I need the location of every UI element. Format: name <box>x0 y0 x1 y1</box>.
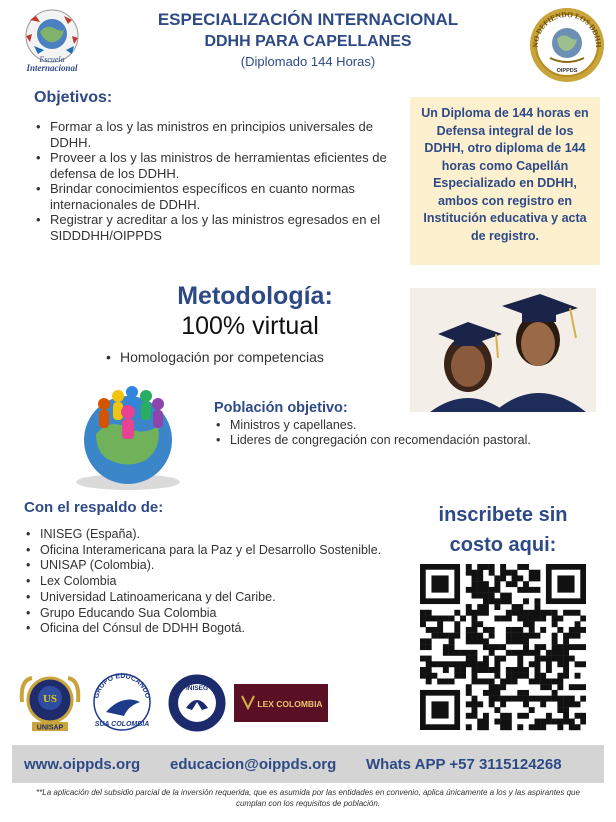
svg-text:SUA COLOMBIA: SUA COLOMBIA <box>94 721 150 728</box>
svg-text:LEX COLOMBIA: LEX COLOMBIA <box>257 699 323 709</box>
modality-text: 100% virtual <box>181 312 319 340</box>
iniseg-logo <box>166 672 228 734</box>
list-item: • Universidad Latinoamericana y del Caribe. <box>24 590 384 606</box>
list-item: • UNISAP (Colombia). <box>24 558 384 574</box>
svg-text:INISEG: INISEG <box>185 685 209 692</box>
list-item: • Oficina Interamericana para la Paz y el Desarrollo Sostenible. <box>24 543 384 559</box>
lex-colombia-logo <box>232 672 330 734</box>
poblacion-list <box>214 418 554 448</box>
oippds-seal-logo <box>528 6 606 84</box>
list-item: • Formar a los y las ministros en principios universales de DDHH. <box>34 119 404 150</box>
svg-text:Escuela: Escuela <box>39 55 65 64</box>
cta-line-1: inscribete sin <box>438 504 568 526</box>
svg-text:NO DEFIENDO LOS DDHH: NO DEFIENDO LOS DDHH <box>530 9 604 48</box>
subsidy-footnote: **La aplicación del subsidio parcial de la inversión requerida, que es asumida por las entidades en convenio, aplica únicamente a los y las aspirantes que cumplan con los requisitos de población. <box>36 788 580 808</box>
page-title: ESPECIALIZACIÓN INTERNACIONAL <box>157 10 459 29</box>
whatsapp-contact[interactable]: Whats APP +57 3115124268 <box>366 756 562 773</box>
diploma-callout: Un Diploma de 144 horas en Defensa integral de los DDHH, otro diploma de 144 horas como Capellán Especializado en DDHH, ambos con registro en Institución educativa y acta de registro. <box>410 97 600 265</box>
respaldo-list <box>24 527 384 637</box>
list-item: • Lideres de congregación con recomendación pastoral. <box>214 433 554 448</box>
svg-text:OIPPDS: OIPPDS <box>556 68 578 74</box>
svg-text:UNISAP: UNISAP <box>36 724 64 732</box>
unisap-logo <box>18 672 82 734</box>
people-on-globe-icon <box>66 374 192 492</box>
list-item: • Ministros y capellanes. <box>214 418 554 433</box>
email-link[interactable]: educacion@oippds.org <box>170 756 337 773</box>
svg-text:Internacional: Internacional <box>26 63 78 73</box>
cta-line-2: costo aqui: <box>449 534 557 556</box>
registration-qr-code[interactable] <box>420 564 586 732</box>
metodologia-list <box>104 349 404 365</box>
list-item: • Proveer a los y las ministros de herramientas eficientes de defensa de los DDHH. <box>34 150 404 181</box>
list-item: • Registrar y acreditar a los y las ministros egresados en el SIDDDHH/OIPPDS <box>34 212 404 243</box>
list-item: • Oficina del Cónsul de DDHH Bogotá. <box>24 621 384 637</box>
grupo-educando-logo <box>84 672 160 734</box>
list-item: • Brindar conocimientos específicos en cuanto normas internacionales de DDHH. <box>34 181 404 212</box>
website-link[interactable]: www.oippds.org <box>24 756 141 773</box>
hours-label: (Diplomado 144 Horas) <box>240 54 376 69</box>
respaldo-heading: Con el respaldo de: <box>24 499 164 516</box>
svg-text:US: US <box>42 693 58 705</box>
poblacion-heading: Población objetivo: <box>214 400 348 416</box>
objetivos-heading: Objetivos: <box>34 89 113 106</box>
list-item: • Homologación por competencias <box>104 349 404 365</box>
list-item: • Lex Colombia <box>24 574 384 590</box>
metodologia-heading: Metodología: <box>177 282 333 310</box>
svg-text:GRUPO EDUCANDO: GRUPO EDUCANDO <box>93 672 151 700</box>
objetivos-list <box>34 119 404 243</box>
page-subtitle: DDHH PARA CAPELLANES <box>204 33 412 50</box>
graduates-photo <box>410 288 596 412</box>
cta-text <box>410 500 596 560</box>
list-item: • Grupo Educando Sua Colombia <box>24 606 384 622</box>
list-item: • INISEG (España). <box>24 527 384 543</box>
